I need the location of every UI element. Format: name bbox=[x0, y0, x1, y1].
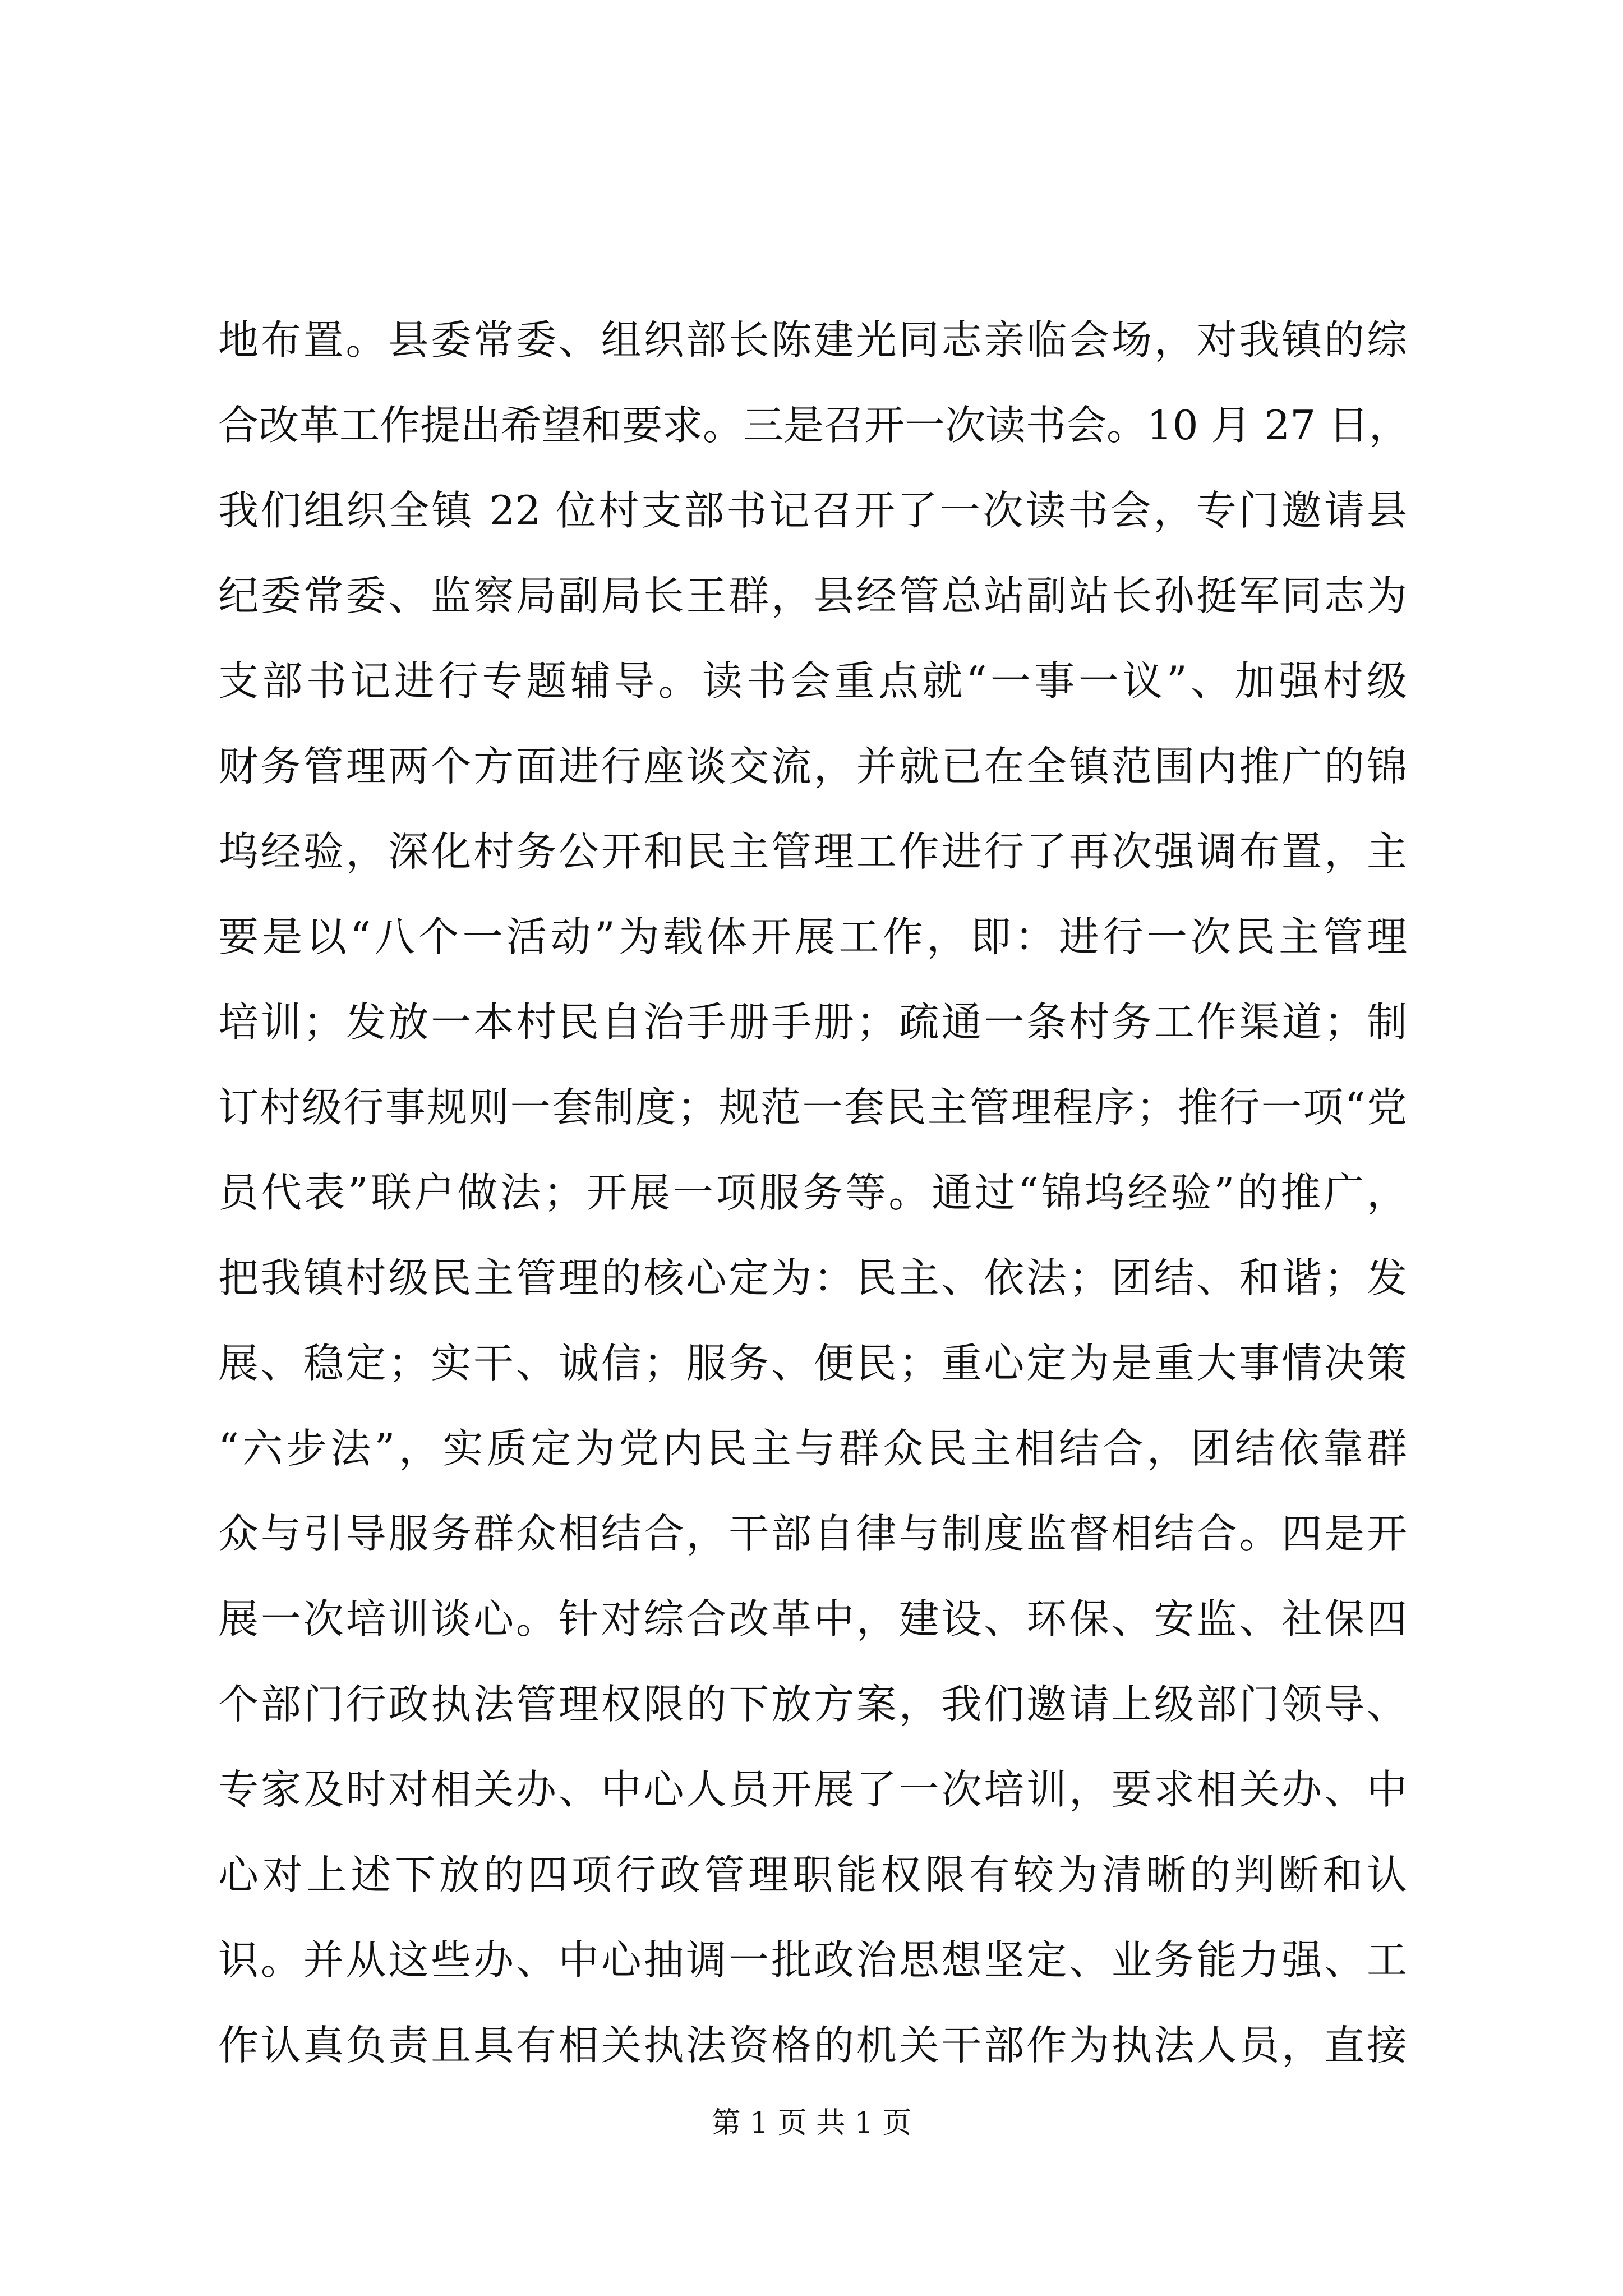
text-line: 培训；发放一本村民自治手册手册；疏通一条村务工作渠道；制 bbox=[218, 999, 1407, 1046]
text-line: 支部书记进行专题辅导。读书会重点就“一事一议”、加强村级 bbox=[218, 657, 1407, 705]
text-line: 合改革工作提出希望和要求。三是召开一次读书会。10 月 27 日， bbox=[218, 402, 1409, 449]
text-line: 坞经验，深化村务公开和民主管理工作进行了再次强调布置，主 bbox=[218, 828, 1407, 875]
text-line: 众与引导服务群众相结合，干部自律与制度监督相结合。四是开 bbox=[218, 1510, 1407, 1557]
text-line: 财务管理两个方面进行座谈交流，并就已在全镇范围内推广的锦 bbox=[218, 743, 1407, 790]
text-line: 心对上述下放的四项行政管理职能权限有较为清晰的判断和认 bbox=[218, 1851, 1407, 1898]
text-line: “六步法”，实质定为党内民主与群众民主相结合，团结依靠群 bbox=[218, 1425, 1407, 1472]
text-line: 纪委常委、监察局副局长王群，县经管总站副站长孙挺军同志为 bbox=[218, 572, 1407, 619]
text-line: 作认真负责且具有相关执法资格的机关干部作为执法人员，直接 bbox=[218, 2022, 1407, 2069]
page-footer bbox=[0, 2101, 1623, 2146]
text-line: 要是以“八个一活动”为载体开展工作，即：进行一次民主管理 bbox=[218, 913, 1407, 960]
text-line: 展一次培训谈心。针对综合改革中，建设、环保、安监、社保四 bbox=[218, 1595, 1407, 1642]
page-number-label: 第 1 页 共 1 页 bbox=[711, 2106, 912, 2140]
text-line: 订村级行事规则一套制度；规范一套民主管理程序；推行一项“党 bbox=[218, 1084, 1407, 1131]
text-line: 员代表”联户做法；开展一项服务等。通过“锦坞经验”的推广， bbox=[218, 1169, 1407, 1216]
text-line: 个部门行政执法管理权限的下放方案，我们邀请上级部门领导、 bbox=[218, 1681, 1407, 1728]
text-line: 展、稳定；实干、诚信；服务、便民；重心定为是重大事情决策 bbox=[218, 1340, 1407, 1387]
text-line: 专家及时对相关办、中心人员开展了一次培训，要求相关办、中 bbox=[218, 1766, 1407, 1813]
body-text bbox=[218, 297, 1407, 2088]
text-line: 地布置。县委常委、组织部长陈建光同志亲临会场，对我镇的综 bbox=[218, 316, 1407, 364]
text-line: 把我镇村级民主管理的核心定为：民主、依法；团结、和谐；发 bbox=[218, 1254, 1407, 1301]
text-line: 我们组织全镇 22 位村支部书记召开了一次读书会，专门邀请县 bbox=[218, 487, 1407, 534]
text-line: 识。并从这些办、中心抽调一批政治思想坚定、业务能力强、工 bbox=[218, 1936, 1407, 1984]
